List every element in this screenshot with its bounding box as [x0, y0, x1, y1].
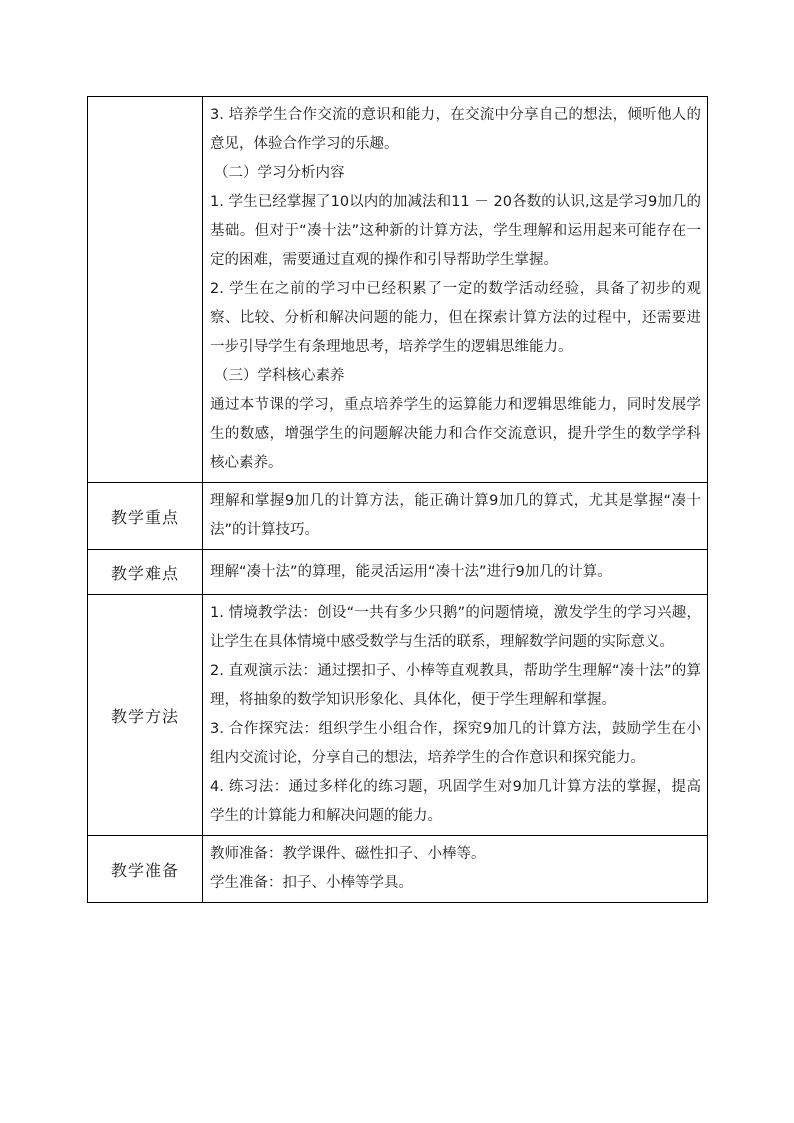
- preparation-content: [203, 836, 708, 903]
- table-row: [88, 550, 708, 595]
- lesson-plan-table: [87, 96, 708, 903]
- section-heading: （三）学科核心素养: [214, 368, 345, 384]
- paragraph: 学生准备：扣子、小棒等学具。: [210, 875, 413, 891]
- table-row: [88, 595, 708, 836]
- key-points-label: 教学重点: [88, 483, 203, 550]
- key-points-content: [203, 483, 708, 550]
- empty-label-cell: [88, 97, 203, 483]
- paragraph: 教师准备：教学课件、磁性扣子、小棒等。: [210, 846, 486, 862]
- methods-label: 教学方法: [88, 595, 203, 836]
- analysis-content-cell: [203, 97, 708, 483]
- paragraph: 1. 情境教学法：创设“一共有多少只鹅”的问题情境，激发学生的学习兴趣，让学生在具体情境中感受数学与生活的联系，理解数学问题的实际意义。: [210, 605, 701, 650]
- table-row: [88, 483, 708, 550]
- paragraph: 2. 学生在之前的学习中已经积累了一定的数学活动经验，具备了初步的观察、比较、分析和解决问题的能力，但在探索计算方法的过程中，还需要进一步引导学生有条理地思考，培养学生的逻辑思维能力。: [210, 281, 701, 355]
- paragraph: 2. 直观演示法：通过摆扣子、小棒等直观教具，帮助学生理解“凑十法”的算理，将抽象的数学知识形象化、具体化，便于学生理解和掌握。: [210, 663, 701, 708]
- difficulties-label: 教学难点: [88, 550, 203, 595]
- paragraph: 理解和掌握9加几的计算方法，能正确计算9加几的算式，尤其是掌握“凑十法”的计算技巧。: [210, 493, 701, 538]
- section-heading: （二）学习分析内容: [214, 165, 345, 181]
- paragraph: 3. 合作探究法：组织学生小组合作，探究9加几的计算方法，鼓励学生在小组内交流讨论，分享自己的想法，培养学生的合作意识和探究能力。: [210, 721, 701, 766]
- preparation-label: 教学准备: [88, 836, 203, 903]
- difficulties-content: [203, 550, 708, 595]
- paragraph: 3. 培养学生合作交流的意识和能力，在交流中分享自己的想法，倾听他人的意见，体验合作学习的乐趣。: [210, 107, 701, 152]
- paragraph: 理解“凑十法”的算理，能灵活运用“凑十法”进行9加几的计算。: [210, 563, 612, 580]
- table-row: [88, 97, 708, 483]
- table-row: [88, 836, 708, 903]
- methods-content: [203, 595, 708, 836]
- paragraph: 4. 练习法：通过多样化的练习题，巩固学生对9加几计算方法的掌握，提高学生的计算能力和解决问题的能力。: [210, 779, 701, 824]
- paragraph: 通过本节课的学习，重点培养学生的运算能力和逻辑思维能力，同时发展学生的数感，增强学生的问题解决能力和合作交流意识，提升学生的数学学科核心素养。: [210, 397, 701, 471]
- paragraph: 1. 学生已经掌握了10以内的加减法和11 － 20各数的认识,这是学习9加几的基础。但对于“凑十法”这种新的计算方法，学生理解和运用起来可能存在一定的困难，需要通过直观的操作和引导帮助学生掌握。: [210, 194, 701, 268]
